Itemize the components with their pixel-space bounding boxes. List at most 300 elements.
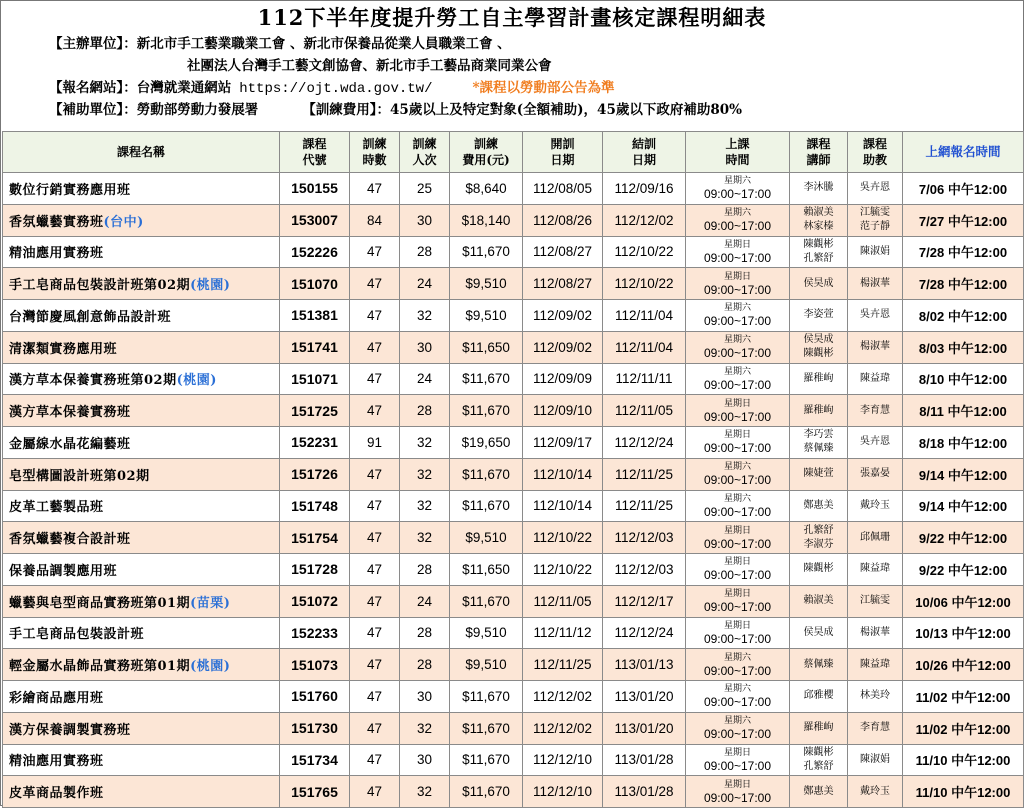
course-start-date: 112/11/05 bbox=[523, 585, 603, 617]
course-schedule bbox=[686, 300, 790, 332]
course-hours: 47 bbox=[350, 554, 400, 586]
course-name: 金屬線水晶花編藝班 bbox=[3, 427, 280, 459]
course-people: 25 bbox=[400, 173, 450, 205]
course-name: 手工皂商品包裝設計班 bbox=[3, 617, 280, 649]
course-schedule bbox=[686, 458, 790, 490]
course-schedule bbox=[686, 204, 790, 236]
course-registration-time: 8/18 中午12:00 bbox=[903, 427, 1024, 459]
course-hours: 47 bbox=[350, 331, 400, 363]
course-teacher: 賴淑美 bbox=[790, 585, 848, 617]
course-registration-time: 7/28 中午12:00 bbox=[903, 236, 1024, 268]
table-row bbox=[3, 554, 1024, 586]
course-day: 星期六 bbox=[723, 176, 751, 187]
course-start-date: 112/08/05 bbox=[523, 173, 603, 205]
course-fee: $11,670 bbox=[450, 236, 523, 268]
course-fee: $11,670 bbox=[450, 712, 523, 744]
course-people: 28 bbox=[400, 236, 450, 268]
site-note: *課程以勞動部公告為準 bbox=[472, 80, 615, 96]
course-start-date: 112/10/14 bbox=[523, 458, 603, 490]
course-end-date: 112/10/22 bbox=[603, 236, 686, 268]
course-assistant: 邱佩珊 bbox=[848, 522, 903, 554]
course-code: 153007 bbox=[280, 204, 350, 236]
course-day: 星期日 bbox=[723, 398, 751, 409]
course-registration-time: 7/27 中午12:00 bbox=[903, 204, 1024, 236]
course-name: 漢方草本保養實務班 bbox=[3, 395, 280, 427]
course-registration-time: 9/14 中午12:00 bbox=[903, 458, 1024, 490]
course-code: 151725 bbox=[280, 395, 350, 427]
course-people: 28 bbox=[400, 395, 450, 427]
course-teacher: 邱雅櫻 bbox=[790, 681, 848, 713]
table-row bbox=[3, 395, 1024, 427]
table-row bbox=[3, 458, 1024, 490]
course-people: 24 bbox=[400, 585, 450, 617]
course-end-date: 112/11/11 bbox=[603, 363, 686, 395]
course-name: 輕金屬水晶飾品實務班第01期(桃園) bbox=[3, 649, 280, 681]
course-start-date: 112/12/02 bbox=[523, 712, 603, 744]
course-registration-time: 8/03 中午12:00 bbox=[903, 331, 1024, 363]
course-registration-time: 8/02 中午12:00 bbox=[903, 300, 1024, 332]
course-fee: $11,670 bbox=[450, 363, 523, 395]
course-name: 香氛蠟藝複合設計班 bbox=[3, 522, 280, 554]
course-fee: $9,510 bbox=[450, 522, 523, 554]
course-name: 清潔類實務應用班 bbox=[3, 331, 280, 363]
course-registration-time: 8/11 中午12:00 bbox=[903, 395, 1024, 427]
course-start-date: 112/11/12 bbox=[523, 617, 603, 649]
course-fee: $11,670 bbox=[450, 744, 523, 776]
course-people: 28 bbox=[400, 649, 450, 681]
course-hours: 84 bbox=[350, 204, 400, 236]
course-hours: 47 bbox=[350, 585, 400, 617]
course-code: 151748 bbox=[280, 490, 350, 522]
course-start-date: 112/09/10 bbox=[523, 395, 603, 427]
course-name: 漢方草本保養實務班第02期(桃園) bbox=[3, 363, 280, 395]
course-code: 151073 bbox=[280, 649, 350, 681]
course-teacher: 鄭惠美 bbox=[790, 490, 848, 522]
course-schedule bbox=[686, 427, 790, 459]
organizer-text-2: 社團法人台灣手工藝文創協會、新北市手工藝品商業同業公會 bbox=[187, 58, 552, 74]
course-hours: 47 bbox=[350, 395, 400, 427]
course-code: 151070 bbox=[280, 268, 350, 300]
course-schedule bbox=[686, 395, 790, 427]
course-location: (桃園) bbox=[176, 373, 217, 389]
course-teacher: 陳觀彬 孔繁舒 bbox=[790, 236, 848, 268]
course-schedule bbox=[686, 585, 790, 617]
course-assistant: 楊淑華 bbox=[848, 617, 903, 649]
course-day: 星期六 bbox=[723, 366, 751, 377]
course-name: 皮革商品製作班 bbox=[3, 776, 280, 808]
course-code: 152233 bbox=[280, 617, 350, 649]
course-name: 彩繪商品應用班 bbox=[3, 681, 280, 713]
course-people: 28 bbox=[400, 617, 450, 649]
course-fee: $11,670 bbox=[450, 585, 523, 617]
organizer-label: 【主辦單位】： bbox=[49, 36, 137, 52]
course-end-date: 112/12/03 bbox=[603, 522, 686, 554]
course-name: 數位行銷實務應用班 bbox=[3, 173, 280, 205]
fee-text: 45歲以上及特定對象(全額補助)，45歲以下政府補助80% bbox=[390, 102, 742, 118]
course-location: (桃園) bbox=[190, 659, 231, 675]
table-row bbox=[3, 268, 1024, 300]
course-day: 星期日 bbox=[723, 557, 751, 568]
course-people: 30 bbox=[400, 744, 450, 776]
course-teacher: 李姿萱 bbox=[790, 300, 848, 332]
course-start-date: 112/12/02 bbox=[523, 681, 603, 713]
course-name: 蠟藝與皂型商品實務班第01期(苗栗) bbox=[3, 585, 280, 617]
course-teacher: 蔡佩臻 bbox=[790, 649, 848, 681]
course-schedule bbox=[686, 268, 790, 300]
course-start-date: 112/10/22 bbox=[523, 554, 603, 586]
course-day: 星期六 bbox=[723, 335, 751, 346]
course-hours-range: 09:00~17:00 bbox=[703, 219, 772, 234]
table-body bbox=[3, 173, 1024, 808]
course-registration-time: 9/22 中午12:00 bbox=[903, 554, 1024, 586]
course-start-date: 112/10/22 bbox=[523, 522, 603, 554]
course-start-date: 112/08/26 bbox=[523, 204, 603, 236]
course-schedule bbox=[686, 363, 790, 395]
course-code: 151381 bbox=[280, 300, 350, 332]
course-name: 台灣節慶風創意飾品設計班 bbox=[3, 300, 280, 332]
course-people: 28 bbox=[400, 554, 450, 586]
course-hours-range: 09:00~17:00 bbox=[703, 409, 772, 424]
table-row bbox=[3, 173, 1024, 205]
course-fee: $11,670 bbox=[450, 490, 523, 522]
course-registration-time: 10/26 中午12:00 bbox=[903, 649, 1024, 681]
table-row bbox=[3, 776, 1024, 808]
course-hours-range: 09:00~17:00 bbox=[703, 631, 772, 646]
course-teacher: 侯昊成 bbox=[790, 617, 848, 649]
course-name: 精油應用實務班 bbox=[3, 744, 280, 776]
course-assistant: 江毓雯 bbox=[848, 585, 903, 617]
course-schedule bbox=[686, 173, 790, 205]
course-location: (台中) bbox=[103, 214, 144, 230]
page-title: 112下半年度提升勞工自主學習計畫核定課程明細表 bbox=[257, 5, 767, 30]
course-start-date: 112/10/14 bbox=[523, 490, 603, 522]
course-registration-time: 7/06 中午12:00 bbox=[903, 173, 1024, 205]
course-registration-time: 11/10 中午12:00 bbox=[903, 776, 1024, 808]
course-code: 151726 bbox=[280, 458, 350, 490]
course-registration-time: 10/06 中午12:00 bbox=[903, 585, 1024, 617]
course-hours-range: 09:00~17:00 bbox=[703, 346, 772, 361]
course-registration-time: 11/02 中午12:00 bbox=[903, 712, 1024, 744]
course-fee: $9,510 bbox=[450, 300, 523, 332]
course-schedule bbox=[686, 744, 790, 776]
header-assistant: 課程 助教 bbox=[848, 132, 903, 173]
course-teacher: 鄭惠美 bbox=[790, 776, 848, 808]
course-teacher: 羅稚岣 bbox=[790, 395, 848, 427]
course-start-date: 112/09/17 bbox=[523, 427, 603, 459]
course-hours-range: 09:00~17:00 bbox=[703, 473, 772, 488]
course-end-date: 112/09/16 bbox=[603, 173, 686, 205]
course-registration-time: 10/13 中午12:00 bbox=[903, 617, 1024, 649]
course-fee: $11,670 bbox=[450, 681, 523, 713]
course-assistant: 吳卉恩 bbox=[848, 300, 903, 332]
course-fee: $11,670 bbox=[450, 458, 523, 490]
course-assistant: 陳益瑋 bbox=[848, 363, 903, 395]
site-label: 【報名網站】： bbox=[49, 80, 137, 96]
course-assistant: 楊淑華 bbox=[848, 331, 903, 363]
course-code: 151760 bbox=[280, 681, 350, 713]
course-schedule bbox=[686, 331, 790, 363]
course-end-date: 112/11/25 bbox=[603, 490, 686, 522]
course-code: 151730 bbox=[280, 712, 350, 744]
course-day: 星期六 bbox=[723, 716, 751, 727]
course-name: 漢方保養調製實務班 bbox=[3, 712, 280, 744]
course-people: 32 bbox=[400, 776, 450, 808]
course-assistant: 陳益瑋 bbox=[848, 649, 903, 681]
course-people: 24 bbox=[400, 268, 450, 300]
course-hours-range: 09:00~17:00 bbox=[703, 790, 772, 805]
course-schedule bbox=[686, 490, 790, 522]
course-hours: 47 bbox=[350, 617, 400, 649]
table-row bbox=[3, 331, 1024, 363]
course-teacher: 侯昊成 bbox=[790, 268, 848, 300]
course-day: 星期日 bbox=[723, 589, 751, 600]
subsidy-org: 勞動部勞動力發展署 bbox=[136, 102, 259, 118]
course-day: 星期日 bbox=[723, 430, 751, 441]
course-name: 皂型構圖設計班第02期 bbox=[3, 458, 280, 490]
course-hours: 47 bbox=[350, 236, 400, 268]
course-end-date: 112/12/02 bbox=[603, 204, 686, 236]
course-teacher: 李沐騰 bbox=[790, 173, 848, 205]
course-day: 星期日 bbox=[723, 747, 751, 758]
course-hours-range: 09:00~17:00 bbox=[703, 282, 772, 297]
course-end-date: 112/12/17 bbox=[603, 585, 686, 617]
course-hours: 47 bbox=[350, 522, 400, 554]
table-row bbox=[3, 490, 1024, 522]
course-hours-range: 09:00~17:00 bbox=[703, 187, 772, 202]
course-schedule bbox=[686, 554, 790, 586]
course-teacher: 陳觀彬 孔繁舒 bbox=[790, 744, 848, 776]
course-hours-range: 09:00~17:00 bbox=[703, 441, 772, 456]
organizer-line bbox=[49, 33, 1023, 55]
course-hours: 47 bbox=[350, 649, 400, 681]
course-fee: $9,510 bbox=[450, 649, 523, 681]
subsidy-line bbox=[49, 99, 1023, 121]
course-schedule bbox=[686, 236, 790, 268]
course-hours-range: 09:00~17:00 bbox=[703, 314, 772, 329]
course-end-date: 112/12/03 bbox=[603, 554, 686, 586]
course-people: 32 bbox=[400, 458, 450, 490]
table-row bbox=[3, 236, 1024, 268]
course-day: 星期六 bbox=[723, 462, 751, 473]
course-teacher: 孔繁舒 李淑芬 bbox=[790, 522, 848, 554]
course-name: 精油應用實務班 bbox=[3, 236, 280, 268]
course-hours: 47 bbox=[350, 744, 400, 776]
course-end-date: 112/12/24 bbox=[603, 617, 686, 649]
course-hours-range: 09:00~17:00 bbox=[703, 695, 772, 710]
course-teacher: 賴淑美 林家榛 bbox=[790, 204, 848, 236]
course-people: 32 bbox=[400, 490, 450, 522]
course-registration-time: 7/28 中午12:00 bbox=[903, 268, 1024, 300]
course-fee: $11,650 bbox=[450, 331, 523, 363]
course-fee: $9,510 bbox=[450, 617, 523, 649]
course-people: 24 bbox=[400, 363, 450, 395]
course-people: 32 bbox=[400, 522, 450, 554]
table-row bbox=[3, 617, 1024, 649]
course-end-date: 112/11/04 bbox=[603, 331, 686, 363]
course-day: 星期日 bbox=[723, 271, 751, 282]
course-code: 151754 bbox=[280, 522, 350, 554]
course-registration-time: 9/14 中午12:00 bbox=[903, 490, 1024, 522]
table-row bbox=[3, 522, 1024, 554]
course-people: 32 bbox=[400, 300, 450, 332]
course-people: 30 bbox=[400, 681, 450, 713]
course-hours: 91 bbox=[350, 427, 400, 459]
course-registration-time: 9/22 中午12:00 bbox=[903, 522, 1024, 554]
course-people: 30 bbox=[400, 331, 450, 363]
header-hours: 訓練 時數 bbox=[350, 132, 400, 173]
course-hours: 47 bbox=[350, 681, 400, 713]
course-hours: 47 bbox=[350, 458, 400, 490]
course-teacher: 陳婕萱 bbox=[790, 458, 848, 490]
course-hours: 47 bbox=[350, 173, 400, 205]
course-people: 32 bbox=[400, 427, 450, 459]
course-day: 星期六 bbox=[723, 208, 751, 219]
course-code: 150155 bbox=[280, 173, 350, 205]
course-hours-range: 09:00~17:00 bbox=[703, 250, 772, 265]
course-assistant: 張嘉晏 bbox=[848, 458, 903, 490]
course-hours-range: 09:00~17:00 bbox=[703, 727, 772, 742]
table-row bbox=[3, 204, 1024, 236]
course-location: (桃園) bbox=[190, 278, 231, 294]
course-hours: 47 bbox=[350, 300, 400, 332]
header-registration: 上網報名時間 bbox=[903, 132, 1024, 173]
course-name: 手工皂商品包裝設計班第02期(桃園) bbox=[3, 268, 280, 300]
course-name: 保養品調製應用班 bbox=[3, 554, 280, 586]
course-schedule bbox=[686, 617, 790, 649]
course-assistant: 陳淑娟 bbox=[848, 744, 903, 776]
course-registration-time: 11/10 中午12:00 bbox=[903, 744, 1024, 776]
course-assistant: 林美玲 bbox=[848, 681, 903, 713]
table-row bbox=[3, 681, 1024, 713]
course-end-date: 112/11/05 bbox=[603, 395, 686, 427]
course-day: 星期六 bbox=[723, 684, 751, 695]
course-start-date: 112/09/02 bbox=[523, 331, 603, 363]
course-assistant: 戴玲玉 bbox=[848, 776, 903, 808]
site-line bbox=[49, 77, 1023, 99]
subsidy-label: 【補助單位】： bbox=[49, 102, 137, 118]
header-time: 上課 時間 bbox=[686, 132, 790, 173]
table-row bbox=[3, 712, 1024, 744]
course-schedule bbox=[686, 649, 790, 681]
course-fee: $19,650 bbox=[450, 427, 523, 459]
site-name: 台灣就業通網站 bbox=[136, 80, 232, 96]
course-end-date: 113/01/28 bbox=[603, 744, 686, 776]
course-assistant: 李育慧 bbox=[848, 712, 903, 744]
course-hours-range: 09:00~17:00 bbox=[703, 377, 772, 392]
course-day: 星期日 bbox=[723, 620, 751, 631]
course-hours: 47 bbox=[350, 268, 400, 300]
course-end-date: 112/11/25 bbox=[603, 458, 686, 490]
course-hours-range: 09:00~17:00 bbox=[703, 504, 772, 519]
course-code: 151071 bbox=[280, 363, 350, 395]
course-day: 星期日 bbox=[723, 239, 751, 250]
course-fee: $8,640 bbox=[450, 173, 523, 205]
course-fee: $11,670 bbox=[450, 776, 523, 808]
header-code: 課程 代號 bbox=[280, 132, 350, 173]
table-row bbox=[3, 585, 1024, 617]
course-start-date: 112/08/27 bbox=[523, 268, 603, 300]
course-fee: $11,670 bbox=[450, 395, 523, 427]
course-end-date: 113/01/28 bbox=[603, 776, 686, 808]
course-assistant: 江毓雯 范子靜 bbox=[848, 204, 903, 236]
course-teacher: 侯昊成 陳觀彬 bbox=[790, 331, 848, 363]
course-assistant: 吳卉恩 bbox=[848, 427, 903, 459]
course-hours: 47 bbox=[350, 776, 400, 808]
course-code: 152231 bbox=[280, 427, 350, 459]
course-start-date: 112/09/09 bbox=[523, 363, 603, 395]
course-hours-range: 09:00~17:00 bbox=[703, 568, 772, 583]
course-code: 151734 bbox=[280, 744, 350, 776]
course-code: 151728 bbox=[280, 554, 350, 586]
course-end-date: 113/01/13 bbox=[603, 649, 686, 681]
course-assistant: 李育慧 bbox=[848, 395, 903, 427]
course-day: 星期日 bbox=[723, 779, 751, 790]
course-end-date: 112/11/04 bbox=[603, 300, 686, 332]
course-name: 皮革工藝製品班 bbox=[3, 490, 280, 522]
course-schedule bbox=[686, 776, 790, 808]
table-row bbox=[3, 300, 1024, 332]
course-hours: 47 bbox=[350, 363, 400, 395]
organizer-line-2 bbox=[49, 55, 1023, 77]
course-start-date: 112/08/27 bbox=[523, 236, 603, 268]
course-teacher: 陳觀彬 bbox=[790, 554, 848, 586]
course-assistant: 戴玲玉 bbox=[848, 490, 903, 522]
header-people: 訓練 人次 bbox=[400, 132, 450, 173]
course-day: 星期六 bbox=[723, 303, 751, 314]
course-people: 30 bbox=[400, 204, 450, 236]
site-url-link[interactable]: https://ojt.wda.gov.tw/ bbox=[239, 81, 433, 97]
organizer-text-1: 新北市手工藝業職業工會 、新北市保養品從業人員職業工會 、 bbox=[136, 36, 511, 52]
course-assistant: 陳淑娟 bbox=[848, 236, 903, 268]
course-hours-range: 09:00~17:00 bbox=[703, 663, 772, 678]
course-assistant: 陳益瑋 bbox=[848, 554, 903, 586]
header-teacher: 課程 講師 bbox=[790, 132, 848, 173]
info-block bbox=[1, 33, 1023, 121]
fee-label: 【訓練費用】： bbox=[302, 102, 390, 118]
course-hours-range: 09:00~17:00 bbox=[703, 536, 772, 551]
course-teacher: 羅稚岣 bbox=[790, 363, 848, 395]
header-end: 結訓 日期 bbox=[603, 132, 686, 173]
course-day: 星期六 bbox=[723, 493, 751, 504]
course-teacher: 羅稚岣 bbox=[790, 712, 848, 744]
table-row bbox=[3, 427, 1024, 459]
course-schedule bbox=[686, 522, 790, 554]
course-code: 152226 bbox=[280, 236, 350, 268]
course-hours-range: 09:00~17:00 bbox=[703, 600, 772, 615]
course-assistant: 楊淑華 bbox=[848, 268, 903, 300]
course-start-date: 112/11/25 bbox=[523, 649, 603, 681]
course-hours: 47 bbox=[350, 490, 400, 522]
course-teacher: 李巧雲 蔡佩臻 bbox=[790, 427, 848, 459]
course-start-date: 112/12/10 bbox=[523, 744, 603, 776]
table-header-row bbox=[3, 132, 1024, 173]
course-start-date: 112/12/10 bbox=[523, 776, 603, 808]
course-assistant: 吳卉恩 bbox=[848, 173, 903, 205]
course-day: 星期六 bbox=[723, 652, 751, 663]
header-start: 開訓 日期 bbox=[523, 132, 603, 173]
course-table bbox=[2, 131, 1024, 808]
course-day: 星期日 bbox=[723, 525, 751, 536]
course-schedule bbox=[686, 712, 790, 744]
course-fee: $9,510 bbox=[450, 268, 523, 300]
table-row bbox=[3, 744, 1024, 776]
course-fee: $18,140 bbox=[450, 204, 523, 236]
course-code: 151765 bbox=[280, 776, 350, 808]
header-fee: 訓練 費用(元) bbox=[450, 132, 523, 173]
course-fee: $11,650 bbox=[450, 554, 523, 586]
course-registration-time: 8/10 中午12:00 bbox=[903, 363, 1024, 395]
table-row bbox=[3, 649, 1024, 681]
